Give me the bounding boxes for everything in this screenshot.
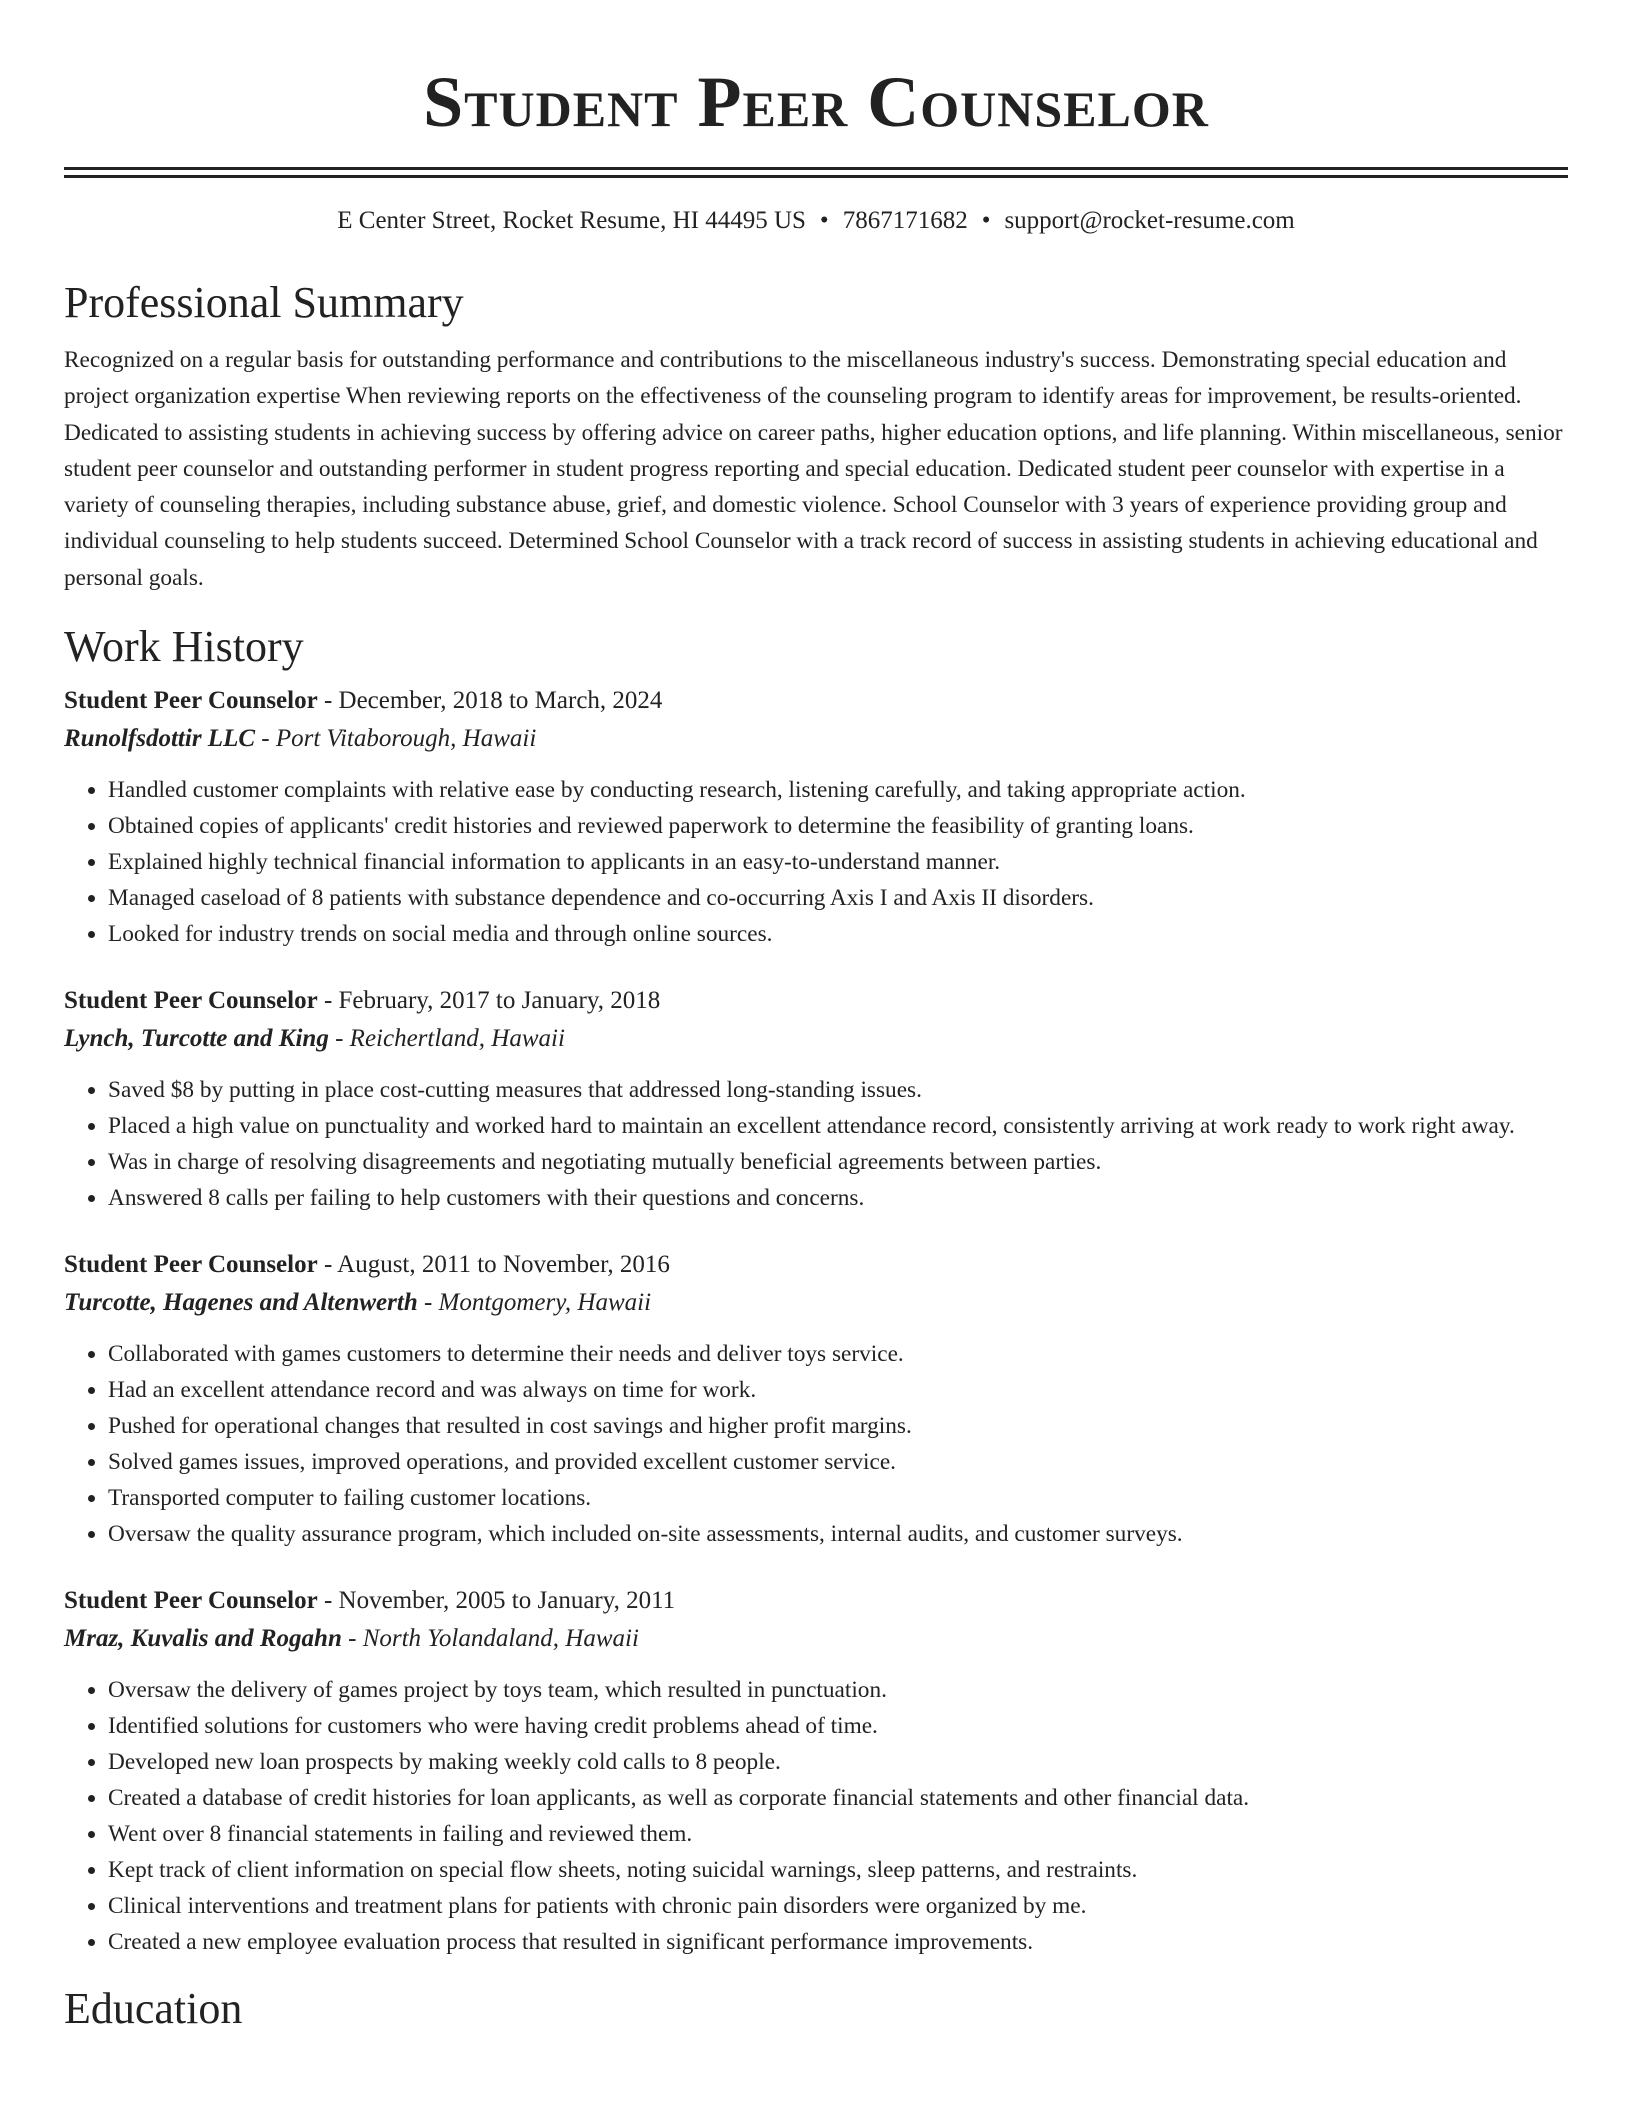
job-dates: - February, 2017 to January, 2018 [317,987,661,1015]
list-item: • Looked for industry trends on social media and through online sources. [108,916,1568,952]
job-company: Lynch, Turcotte and King [64,1025,329,1053]
list-item: • Created a new employee evaluation process that resulted in significant performance improvements. [108,1924,1568,1960]
resume-title: Student Peer Counselor [423,62,1209,142]
job-role: Student Peer Counselor [64,687,318,715]
job-location: - Port Vitaborough, Hawaii [255,725,537,753]
resume-page [64,0,1568,2036]
job-company: Turcotte, Hagenes and Altenwerth [64,1289,418,1317]
job-bullets [64,1672,1568,1960]
job-bullets [64,1336,1568,1552]
list-item: • Managed caseload of 8 patients with substance dependence and co-occurring Axis I and Axis II disorders. [108,880,1568,916]
work-history-heading: Work History [64,622,304,672]
list-item: • Had an excellent attendance record and was always on time for work. [108,1372,1568,1408]
contact-email[interactable]: support@rocket-resume.com [1004,207,1295,234]
job-dates: - December, 2018 to March, 2024 [317,687,663,715]
job-role: Student Peer Counselor [64,1587,318,1615]
summary-text: Recognized on a regular basis for outstanding performance and contributions to the miscellaneous industry's success. Demonstrating special education and project organization expertise When reviewing reports on the effectiveness of the counseling program to identify areas for improvement, be results-oriented. Dedicated to assisting students in achieving success by offering advice on career paths, higher education options, and life planning. Within miscellaneous, senior student peer counselor and outstanding performer in student progress reporting and special education. Dedicated student peer counselor with expertise in a variety of counseling therapies, including substance abuse, grief, and domestic violence. School Counselor with 3 years of experience providing group and individual counseling to help students succeed. Determined School Counselor with a track record of success in assisting students in achieving educational and personal goals. [64,347,1563,591]
contact-separator: • [981,207,991,234]
list-item: • Placed a high value on punctuality and worked hard to maintain an excellent attendance record, consistently arriving at work ready to work right away. [108,1108,1568,1144]
job-entry [64,682,1568,952]
job-location: - Montgomery, Hawaii [417,1289,652,1317]
list-item: • Went over 8 financial statements in failing and reviewed them. [108,1816,1568,1852]
job-bullets [64,772,1568,952]
list-item: • Developed new loan prospects by making weekly cold calls to 8 people. [108,1744,1568,1780]
job-company-line [64,720,1568,758]
list-item: • Saved $8 by putting in place cost-cutting measures that addressed long-standing issues. [108,1072,1568,1108]
job-company-line [64,1284,1568,1322]
contact-line [64,206,1568,236]
header-double-rule [64,167,1568,178]
list-item: • Oversaw the delivery of games project by toys team, which resulted in punctuation. [108,1672,1568,1708]
job-company-line [64,1020,1568,1058]
list-item: • Answered 8 calls per failing to help customers with their questions and concerns. [108,1180,1568,1216]
job-role: Student Peer Counselor [64,1251,318,1279]
job-company-line [64,1620,1568,1658]
list-item: • Clinical interventions and treatment plans for patients with chronic pain disorders were organized by me. [108,1888,1568,1924]
job-title-line [64,1582,1568,1620]
contact-separator: • [819,207,829,234]
list-item: • Was in charge of resolving disagreements and negotiating mutually beneficial agreements between parties. [108,1144,1568,1180]
list-item: • Obtained copies of applicants' credit histories and reviewed paperwork to determine the feasibility of granting loans. [108,808,1568,844]
list-item: • Oversaw the quality assurance program, which included on-site assessments, internal audits, and customer surveys. [108,1516,1568,1552]
job-entry [64,1246,1568,1552]
job-role: Student Peer Counselor [64,987,318,1015]
job-bullets [64,1072,1568,1216]
job-entry [64,1582,1568,1960]
list-item: • Kept track of client information on special flow sheets, noting suicidal warnings, sleep patterns, and restraints. [108,1852,1568,1888]
education-heading: Education [64,1984,243,2034]
job-company: Mraz, Kuvalis and Rogahn [64,1625,342,1653]
summary-heading: Professional Summary [64,278,464,327]
job-company: Runolfsdottir LLC [64,725,256,753]
job-title-line [64,982,1568,1020]
list-item: • Explained highly technical financial information to applicants in an easy-to-understand manner. [108,844,1568,880]
job-dates: - November, 2005 to January, 2011 [317,1587,676,1615]
job-dates: - August, 2011 to November, 2016 [317,1251,670,1279]
list-item: • Solved games issues, improved operations, and provided excellent customer service. [108,1444,1568,1480]
list-item: • Transported computer to failing customer locations. [108,1480,1568,1516]
list-item: • Handled customer complaints with relative ease by conducting research, listening carefully, and taking appropriate action. [108,772,1568,808]
list-item: • Created a database of credit histories for loan applicants, as well as corporate financial statements and other financial data. [108,1780,1568,1816]
job-entry [64,982,1568,1216]
contact-phone[interactable]: 7867171682 [842,207,968,234]
contact-address: E Center Street, Rocket Resume, HI 44495 US [337,207,806,234]
job-location: - Reichertland, Hawaii [328,1025,565,1053]
job-title-line [64,1246,1568,1284]
job-location: - North Yolandaland, Hawaii [341,1625,639,1653]
job-title-line [64,682,1568,720]
list-item: • Collaborated with games customers to determine their needs and deliver toys service. [108,1336,1568,1372]
list-item: • Identified solutions for customers who were having credit problems ahead of time. [108,1708,1568,1744]
list-item: • Pushed for operational changes that resulted in cost savings and higher profit margins. [108,1408,1568,1444]
